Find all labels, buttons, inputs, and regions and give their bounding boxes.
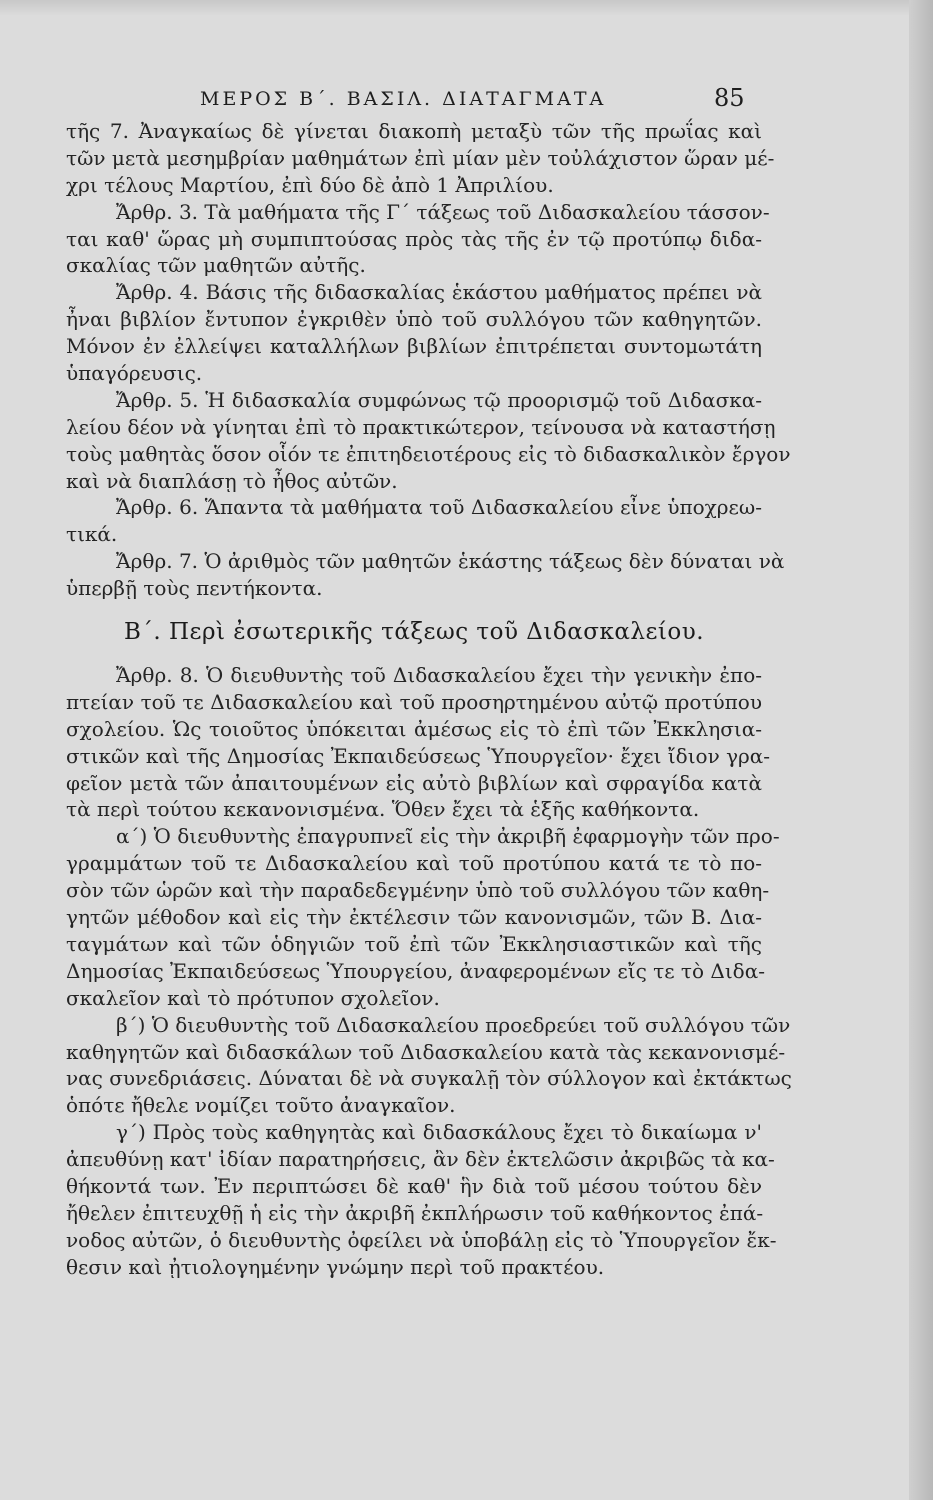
page-number: 85: [714, 84, 745, 112]
text-line: σχολείου. Ὡς τοιοῦτος ὑπόκειται ἀμέσως εἰς τὸ ἐπὶ τῶν Ἐκκλησια-: [66, 716, 762, 741]
article-3-start: Ἄρθρ. 3. Τὰ μαθήματα τῆς Γ΄ τάξεως τοῦ Διδασκαλείου τάσσον-: [116, 199, 770, 224]
text-line: φεῖον μετὰ τῶν ἀπαιτουμένων εἰς αὐτὸ βιβλίων καὶ σφραγίδα κατὰ: [66, 770, 762, 795]
text-line: σκαλεῖον καὶ τὸ πρότυπον σχολεῖον.: [66, 985, 440, 1010]
text-line: ὑπαγόρευσις.: [66, 361, 203, 386]
page-right-edge: [909, 0, 933, 1500]
text-line: καὶ νὰ διαπλάσῃ τὸ ἦθος αὐτῶν.: [66, 468, 398, 493]
text-line: ὁπότε ἤθελε νομίζει τοῦτο ἀναγκαῖον.: [66, 1093, 456, 1118]
section-heading: Β΄. Περὶ ἐσωτερικῆς τάξεως τοῦ Διδασκαλείου.: [123, 619, 705, 646]
text-line: πτείαν τοῦ τε Διδασκαλείου καὶ τοῦ προσηρτημένου αὐτῷ προτύπου: [66, 689, 762, 714]
body-text: [66, 118, 792, 1281]
text-line: ἦναι βιβλίον ἔντυπον ἐγκριθὲν ὑπὸ τοῦ συλλόγου τῶν καθηγητῶν.: [66, 307, 762, 332]
text-line: θεσιν καὶ ᾐτιολογημένην γνώμην περὶ τοῦ πρακτέου.: [66, 1254, 605, 1279]
running-head-title: ΜΕΡΟΣ Β΄. ΒΑΣΙΛ. ΔΙΑΤΑΓΜΑΤΑ: [200, 88, 607, 110]
text-line: τικά.: [66, 522, 118, 547]
page-top-shadow: [0, 0, 933, 16]
text-line: σκαλίας τῶν μαθητῶν αὐτῆς.: [66, 253, 366, 278]
text-line: θήκοντά των. Ἐν περιπτώσει δὲ καθ' ἣν διὰ τοῦ μέσου τούτου δὲν: [66, 1173, 762, 1198]
text-line: σὸν τῶν ὡρῶν καὶ τὴν παραδεδεγμένην ὑπὸ τοῦ συλλόγου τῶν καθη-: [66, 878, 770, 903]
text-line: γραμμάτων τοῦ τε Διδασκαλείου καὶ τοῦ προτύπου κατά τε τὸ πο-: [66, 851, 762, 876]
text-line: νας συνεδριάσεις. Δύναται δὲ νὰ συγκαλῇ τὸν σύλλογον καὶ ἐκτάκτως: [66, 1066, 792, 1091]
text-line: τῶν μετὰ μεσημβρίαν μαθημάτων ἐπὶ μίαν μὲν τοὐλάχιστον ὥραν μέ-: [66, 145, 775, 170]
text-line: γητῶν μέθοδον καὶ εἰς τὴν ἐκτέλεσιν τῶν κανονισμῶν, τῶν Β. Δια-: [66, 905, 762, 930]
text-line: καθηγητῶν καὶ διδασκάλων τοῦ Διδασκαλείου κατὰ τὰς κεκανονισμέ-: [66, 1039, 786, 1064]
text-line: ἀπευθύνῃ κατ' ἰδίαν παρατηρήσεις, ἂν δὲν ἐκτελῶσιν ἀκριβῶς τὰ κα-: [66, 1147, 775, 1172]
article-7-start: Ἄρθρ. 7. Ὁ ἀριθμὸς τῶν μαθητῶν ἑκάστης τάξεως δὲν δύναται νὰ: [116, 549, 785, 574]
text-line: τῆς 7. Ἀναγκαίως δὲ γίνεται διακοπὴ μεταξὺ τῶν τῆς πρωΐας καὶ: [66, 119, 762, 143]
text-line: τοὺς μαθητὰς ὅσον οἷόν τε ἐπιτηδειοτέρους εἰς τὸ διδασκαλικὸν ἔργον: [66, 441, 791, 466]
item-c-start: γ΄) Πρὸς τοὺς καθηγητὰς καὶ διδασκάλους ἔχει τὸ δικαίωμα ν': [116, 1120, 762, 1145]
text-line: στικῶν καὶ τῆς Δημοσίας Ἐκπαιδεύσεως Ὑπουργεῖον· ἔχει ἴδιον γρα-: [66, 743, 771, 768]
text-line: χρι τέλους Μαρτίου, ἐπὶ δύο δὲ ἀπὸ 1 Ἀπριλίου.: [66, 172, 554, 197]
text-line: Δημοσίας Ἐκπαιδεύσεως Ὑπουργείου, ἀναφερομένων εἴς τε τὸ Διδα-: [66, 958, 765, 983]
article-5-start: Ἄρθρ. 5. Ἡ διδασκαλία συμφώνως τῷ προορισμῷ τοῦ Διδασκα-: [116, 387, 762, 412]
article-6-start: Ἄρθρ. 6. Ἅπαντα τὰ μαθήματα τοῦ Διδασκαλείου εἶνε ὑποχρεω-: [116, 495, 762, 520]
text-line: ται καθ' ὥρας μὴ συμπιπτούσας πρὸς τὰς τῆς ἐν τῷ προτύπῳ διδα-: [66, 226, 762, 251]
text-line: ταγμάτων καὶ τῶν ὁδηγιῶν τοῦ ἐπὶ τῶν Ἐκκλησιαστικῶν καὶ τῆς: [66, 931, 762, 956]
text-line: ἤθελεν ἐπιτευχθῇ ἡ εἰς τὴν ἀκριβῆ ἐκπλήρωσιν τοῦ καθήκοντος ἐπά-: [66, 1200, 764, 1225]
article-8-start: Ἄρθρ. 8. Ὁ διευθυντὴς τοῦ Διδασκαλείου ἔχει τὴν γενικὴν ἐπο-: [116, 663, 762, 688]
running-head: [0, 84, 933, 118]
item-a-start: α΄) Ὁ διευθυντὴς ἐπαγρυπνεῖ εἰς τὴν ἀκριβῆ ἐφαρμογὴν τῶν προ-: [116, 824, 780, 849]
text-line: Μόνον ἐν ἐλλείψει καταλλήλων βιβλίων ἐπιτρέπεται συντομωτάτη: [66, 334, 762, 359]
article-4-start: Ἄρθρ. 4. Βάσις τῆς διδασκαλίας ἑκάστου μαθήματος πρέπει νὰ: [116, 280, 762, 305]
item-b-start: β΄) Ὁ διευθυντὴς τοῦ Διδασκαλείου προεδρεύει τοῦ συλλόγου τῶν: [116, 1012, 791, 1037]
text-line: ὑπερβῇ τοὺς πεντήκοντα.: [66, 576, 323, 601]
text-line: νοδος αὐτῶν, ὁ διευθυντὴς ὀφείλει νὰ ὑποβάλῃ εἰς τὸ Ὑπουργεῖον ἔκ-: [66, 1227, 777, 1252]
text-line: λείου δέον νὰ γίνηται ἐπὶ τὸ πρακτικώτερον, τείνουσα νὰ καταστήσῃ: [66, 414, 776, 439]
text-line: τὰ περὶ τούτου κεκανονισμένα. Ὅθεν ἔχει τὰ ἑξῆς καθήκοντα.: [66, 797, 700, 822]
